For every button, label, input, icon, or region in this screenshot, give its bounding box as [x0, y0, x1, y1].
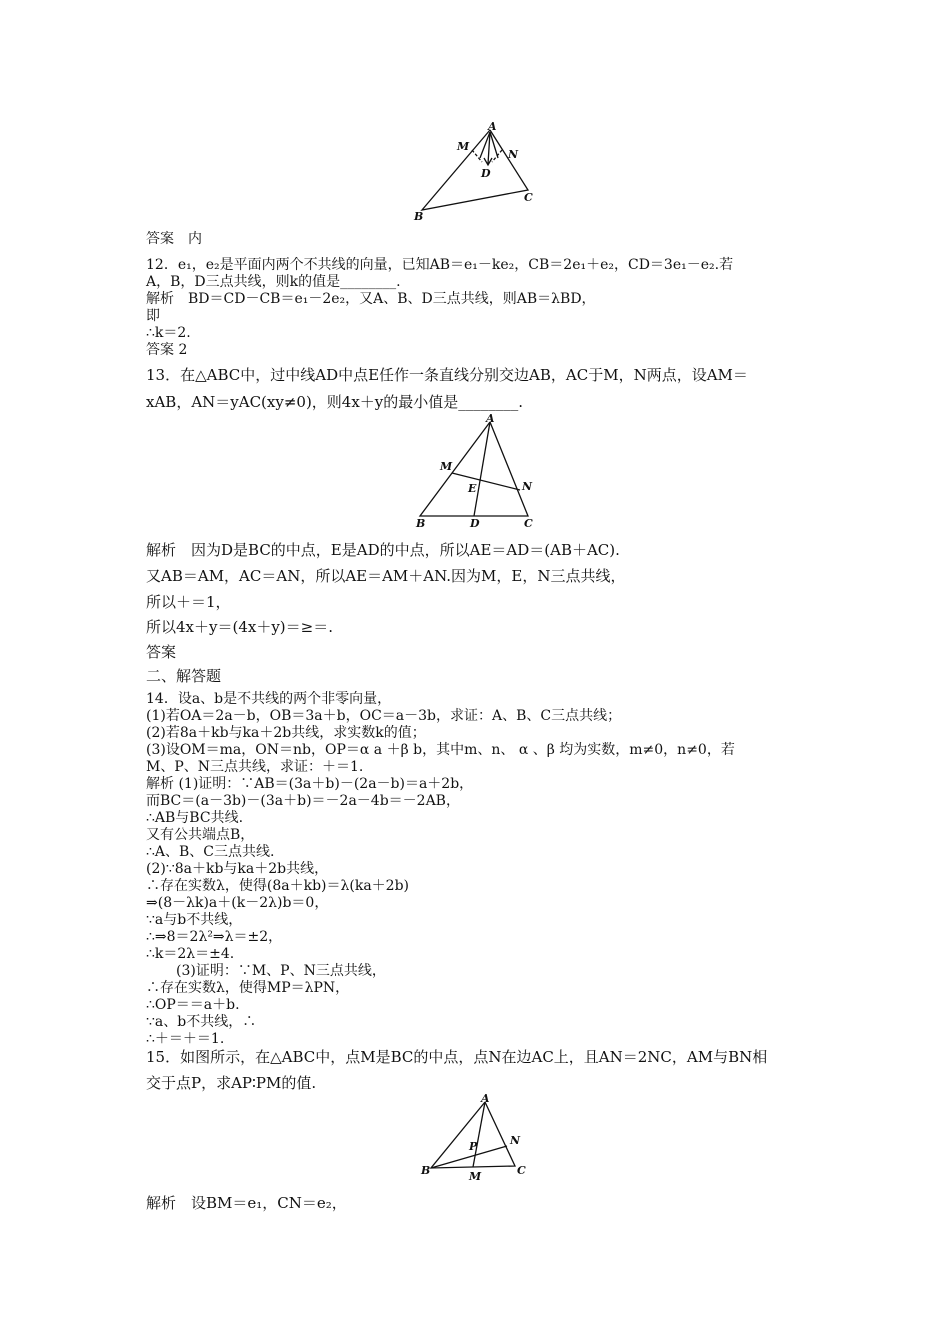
- solution-14-line-8: ⇒(8－λk)a＋(k－2λ)b＝0，: [146, 895, 329, 911]
- answer-13: 答案: [146, 643, 177, 661]
- line-mn: [452, 473, 520, 490]
- problem-14-line-5: M、P、N三点共线，求证：＋＝1.: [146, 759, 364, 775]
- solution-14-line-7: ∴存在实数λ，使得(8a＋kb)＝λ(ka＋2b): [146, 878, 409, 894]
- figure-triangle-median-lines: [420, 422, 528, 516]
- figure-triangle-median: [410, 412, 540, 532]
- solution-14-line-5: ∴A、B、C三点共线.: [146, 844, 275, 860]
- solution-14-line-9: ∵a与b不共线，: [146, 912, 243, 928]
- solution-12-line-3: ∴k＝2.: [146, 325, 191, 341]
- label-a: A: [488, 120, 497, 133]
- triangle-abc-outline: [420, 422, 528, 516]
- cevian-am: [473, 1102, 485, 1167]
- problem-13-line-1: 13．在△ABC中，过中线AD中点E任作一条直线分别交边AB，AC于M，N两点，设AM＝: [146, 366, 748, 384]
- solution-12-line-1: 解析 BD＝CD－CB＝e₁－2e₂，又A、B、D三点共线，则AB＝λBD，: [146, 291, 596, 307]
- problem-14-line-1: 14．设a、b是不共线的两个非零向量，: [146, 691, 392, 707]
- solution-12-line-2: 即: [146, 308, 160, 324]
- problem-12-line-1: 12．e₁，e₂是平面内两个不共线的向量，已知AB＝e₁－ke₂，CB＝2e₁＋e₂，CD＝3e₁－e₂.若: [146, 257, 734, 273]
- label-c: C: [524, 517, 533, 530]
- solution-14-line-3: ∴AB与BC共线.: [146, 810, 244, 826]
- problem-14-line-4: (3)设OM＝ma，ON＝nb，OP＝α a ＋β b，其中m、n、 α 、β 均为实数，m≠0，n≠0，若: [146, 742, 735, 758]
- solution-13-line-1: 解析 因为D是BC的中点，E是AD的中点，所以AE＝AD＝(AB＋AC).: [146, 541, 620, 559]
- figure-triangle-mnd: [410, 120, 550, 225]
- label-e: E: [468, 482, 477, 495]
- label-n: N: [508, 148, 519, 161]
- median-ad: [474, 422, 490, 516]
- section-heading-solve: 二、解答题: [146, 667, 222, 685]
- label-b: B: [416, 517, 426, 530]
- solution-14-line-10: ∴⇒8＝2λ²⇒λ＝±2，: [146, 929, 283, 945]
- triangle-abc-outline: [431, 1102, 515, 1168]
- answer-11: 答案 内: [146, 231, 202, 247]
- problem-13-line-2: xAB，AN＝yAC(xy≠0)，则4x＋y的最小值是________.: [146, 393, 524, 411]
- solution-14-line-6: (2)∵8a＋kb与ka＋2b共线，: [146, 861, 329, 877]
- label-d: D: [470, 517, 480, 530]
- label-b: B: [414, 210, 424, 223]
- figure-triangle-cevians-lines: [431, 1102, 515, 1168]
- solution-14-line-1: 解析 (1)证明：∵AB＝(3a＋b)－(2a－b)＝a＋2b，: [146, 776, 474, 792]
- solution-14-line-14: ∴OP＝＝a＋b.: [146, 997, 240, 1013]
- problem-12-line-2: A，B，D三点共线，则k的值是________.: [146, 274, 401, 290]
- solution-13-line-3: 所以＋＝1，: [146, 593, 231, 611]
- problem-14-line-2: (1)若OA＝2a－b，OB＝3a＋b，OC＝a－3b，求证：A、B、C三点共线；: [146, 708, 622, 724]
- label-b: B: [421, 1164, 431, 1177]
- solution-14-line-2: 而BC＝(a－3b)－(3a＋b)＝－2a－4b＝－2AB，: [146, 793, 460, 809]
- solution-14-line-11: ∴k＝2λ＝±4.: [146, 946, 235, 962]
- label-m: M: [457, 140, 470, 153]
- solution-13-line-4: 所以4x＋y＝(4x＋y)＝≥＝.: [146, 618, 333, 636]
- figure-triangle-mnd-lines: [422, 130, 528, 210]
- label-p: P: [469, 1140, 478, 1153]
- solution-14-line-15: ∵a、b不共线，∴: [146, 1014, 257, 1030]
- figure-triangle-cevians: [415, 1090, 535, 1185]
- label-n: N: [522, 480, 533, 493]
- label-a: A: [481, 1092, 490, 1105]
- solution-14-line-13: ∴存在实数λ，使得MP＝λPN，: [146, 980, 350, 996]
- label-m: M: [440, 460, 453, 473]
- label-m: M: [469, 1170, 482, 1183]
- label-d: D: [481, 167, 491, 180]
- label-a: A: [486, 412, 495, 425]
- problem-14-line-3: (2)若8a＋kb与ka＋2b共线，求实数k的值；: [146, 725, 426, 741]
- answer-12: 答案 2: [146, 342, 188, 358]
- triangle-abc-outline: [422, 130, 528, 210]
- label-c: C: [517, 1164, 526, 1177]
- solution-14-line-4: 又有公共端点B，: [146, 827, 255, 843]
- solution-13-line-2: 又AB＝AM，AC＝AN，所以AE＝AM＋AN.因为M，E，N三点共线，: [146, 567, 626, 585]
- solution-15-line-1: 解析 设BM＝e₁，CN＝e₂，: [146, 1194, 347, 1212]
- solution-14-line-16: ∴＋＝＋＝1.: [146, 1031, 225, 1047]
- solution-14-line-12: (3)证明：∵M、P、N三点共线，: [176, 963, 386, 979]
- label-n: N: [510, 1134, 521, 1147]
- label-c: C: [524, 191, 533, 204]
- problem-15-line-2: 交于点P，求AP∶PM的值.: [146, 1074, 317, 1092]
- problem-15-line-1: 15．如图所示，在△ABC中，点M是BC的中点，点N在边AC上，且AN＝2NC，AM与BN相: [146, 1048, 768, 1066]
